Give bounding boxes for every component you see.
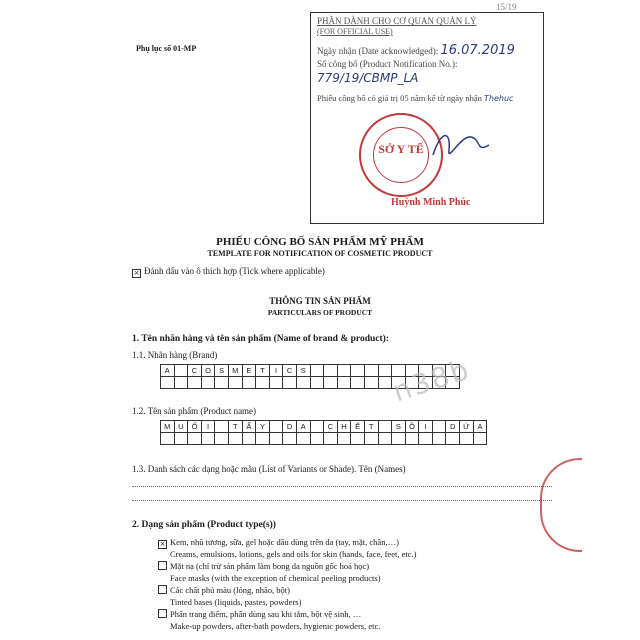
grid-cell: Ứ — [460, 421, 474, 433]
edge-seal-fragment — [540, 458, 582, 552]
product-grid-row — [161, 433, 487, 445]
variants-label: 1.3. Danh sách các dạng hoặc màu (List of Variants or Shade). Tên (Names) — [132, 464, 406, 474]
grid-cell — [324, 433, 338, 445]
grid-cell — [419, 433, 433, 445]
grid-cell: S — [296, 365, 310, 377]
section2-heading: 2. Dạng sản phẩm (Product type(s)) — [132, 520, 276, 530]
product-grid-row — [161, 421, 487, 433]
brand-label: 1.1. Nhãn hàng (Brand) — [132, 350, 218, 360]
grid-cell: Ế — [351, 421, 365, 433]
grid-cell — [215, 421, 229, 433]
grid-cell — [256, 433, 270, 445]
tick-instruction — [132, 266, 325, 278]
grid-cell — [473, 433, 487, 445]
official-use-box — [310, 12, 544, 224]
grid-cell — [378, 365, 392, 377]
grid-cell: H — [337, 421, 351, 433]
grid-cell — [337, 377, 351, 389]
grid-cell: A — [161, 365, 175, 377]
form-title-english: TEMPLATE FOR NOTIFICATION OF COSMETIC PRODUCT — [207, 249, 433, 258]
option-en: Make-up powders, after-bath powders, hygienic powders, etc. — [170, 621, 381, 631]
grid-cell: D — [283, 421, 297, 433]
corner-page-note: 15/19 — [496, 2, 517, 12]
option-vi: Các chất phủ màu (lỏng, nhão, bột) — [170, 585, 290, 595]
grid-cell — [432, 421, 446, 433]
grid-cell — [378, 433, 392, 445]
tick-instruction-text: Đánh dấu vào ô thích hợp (Tick where applicable) — [144, 266, 325, 276]
particulars-title-english: PARTICULARS OF PRODUCT — [267, 308, 373, 317]
grid-cell — [188, 377, 202, 389]
date-acknowledged-row — [317, 43, 515, 58]
product-type-option-4 — [158, 609, 361, 619]
grid-cell: Y — [256, 421, 270, 433]
grid-cell — [215, 377, 229, 389]
grid-cell — [174, 377, 188, 389]
grid-cell — [296, 377, 310, 389]
grid-cell: C — [283, 365, 297, 377]
option-checkbox[interactable]: × — [159, 540, 166, 548]
grid-cell — [228, 377, 242, 389]
watermark: n38b — [388, 352, 475, 409]
product-type-option-1 — [158, 537, 399, 549]
grid-cell — [364, 377, 378, 389]
grid-cell: T — [228, 421, 242, 433]
product-type-option-3 — [158, 585, 290, 595]
date-label: Ngày nhận (Date acknowledged): — [317, 46, 439, 56]
variants-dotted-line — [132, 486, 552, 487]
product-grid-table — [160, 420, 487, 445]
product-type-option-2 — [158, 561, 369, 571]
grid-cell — [310, 421, 324, 433]
grid-cell — [337, 365, 351, 377]
grid-cell: C — [324, 421, 338, 433]
grid-cell — [215, 433, 229, 445]
grid-cell: E — [242, 365, 256, 377]
tick-example-checkbox: × — [133, 269, 140, 277]
signature-scribble — [431, 125, 491, 165]
option-checkbox[interactable] — [158, 561, 167, 570]
validity-handwriting: Thehuc — [484, 94, 514, 103]
grid-cell — [174, 365, 188, 377]
grid-cell — [432, 433, 446, 445]
grid-cell — [228, 433, 242, 445]
option-checkbox[interactable] — [158, 585, 167, 594]
grid-cell: S — [215, 365, 229, 377]
grid-cell — [201, 377, 215, 389]
grid-cell — [188, 433, 202, 445]
grid-cell — [405, 433, 419, 445]
grid-cell — [351, 377, 365, 389]
appendix-label: Phụ lục số 01-MP — [136, 44, 197, 53]
grid-cell — [269, 421, 283, 433]
grid-cell: D — [446, 421, 460, 433]
grid-cell: U — [174, 421, 188, 433]
official-title: PHẦN DÀNH CHO CƠ QUAN QUẢN LÝ — [317, 16, 477, 26]
grid-cell: M — [228, 365, 242, 377]
grid-cell — [337, 433, 351, 445]
grid-cell — [446, 433, 460, 445]
grid-cell — [310, 377, 324, 389]
grid-cell — [378, 421, 392, 433]
grid-cell — [351, 433, 365, 445]
grid-cell — [161, 433, 175, 445]
grid-cell — [296, 433, 310, 445]
grid-cell — [242, 433, 256, 445]
grid-cell — [269, 433, 283, 445]
grid-cell — [283, 433, 297, 445]
option-en: Creams, emulsions, lotions, gels and oils for skin (hands, face, feet, etc.) — [170, 549, 417, 559]
option-en: Tinted bases (liquids, pastes, powders) — [170, 597, 302, 607]
grid-cell: Ố — [188, 421, 202, 433]
grid-cell — [256, 377, 270, 389]
section1-heading: 1. Tên nhãn hàng và tên sản phẩm (Name of brand & product): — [132, 334, 389, 344]
option-vi: Phấn trang điểm, phấn dùng sau khi tắm, bột vệ sinh, … — [170, 609, 362, 619]
grid-cell — [269, 377, 283, 389]
grid-cell — [324, 377, 338, 389]
grid-cell — [283, 377, 297, 389]
grid-cell — [460, 433, 474, 445]
grid-cell — [310, 365, 324, 377]
grid-cell: C — [188, 365, 202, 377]
seal-inner-ring — [373, 127, 429, 183]
grid-cell: I — [419, 421, 433, 433]
grid-cell: O — [201, 365, 215, 377]
grid-cell — [351, 365, 365, 377]
date-value: 16.07.2019 — [440, 43, 515, 58]
grid-cell: M — [161, 421, 175, 433]
grid-cell — [161, 377, 175, 389]
option-checkbox[interactable] — [158, 609, 167, 618]
grid-cell: T — [256, 365, 270, 377]
option-vi: Mặt nạ (chỉ trừ sản phẩm làm bong da nguồn gốc hoá học) — [170, 561, 370, 571]
grid-cell — [364, 365, 378, 377]
grid-cell: S — [392, 421, 406, 433]
grid-cell — [310, 433, 324, 445]
product-name-label: 1.2. Tên sản phẩm (Product name) — [132, 406, 257, 416]
form-title: PHIẾU CÔNG BỐ SẢN PHẨM MỸ PHẨM — [216, 236, 424, 248]
option-vi: Kem, nhũ tương, sữa, gel hoặc dầu dùng trên da (tay, mặt, chân,…) — [170, 537, 399, 547]
grid-cell: A — [296, 421, 310, 433]
official-subtitle: (FOR OFFICIAL USE) — [317, 27, 393, 36]
grid-cell — [201, 433, 215, 445]
notification-number-label: Số công bố (Product Notification No.): — [317, 59, 458, 69]
grid-cell: T — [364, 421, 378, 433]
grid-cell: I — [201, 421, 215, 433]
grid-cell — [392, 433, 406, 445]
grid-cell: A — [473, 421, 487, 433]
grid-cell — [242, 377, 256, 389]
notification-number-value: 779/19/CBMP_LA — [317, 71, 419, 85]
product-grid — [160, 420, 487, 445]
grid-cell: I — [269, 365, 283, 377]
grid-cell — [364, 433, 378, 445]
particulars-title: THÔNG TIN SẢN PHẨM — [269, 296, 371, 306]
grid-cell — [324, 365, 338, 377]
validity-row — [317, 93, 513, 103]
seal-text: SỞ Y TẾ — [378, 142, 424, 156]
grid-cell — [174, 433, 188, 445]
grid-cell: Ẩ — [242, 421, 256, 433]
signer-name: Huỳnh Minh Phúc — [391, 197, 471, 208]
grid-cell: Ồ — [405, 421, 419, 433]
validity-text: Phiếu công bố có giá trị 05 năm kể từ ngày nhận — [317, 93, 482, 103]
variants-dotted-line — [132, 500, 552, 501]
option-en: Face masks (with the exception of chemical peeling products) — [170, 573, 381, 583]
